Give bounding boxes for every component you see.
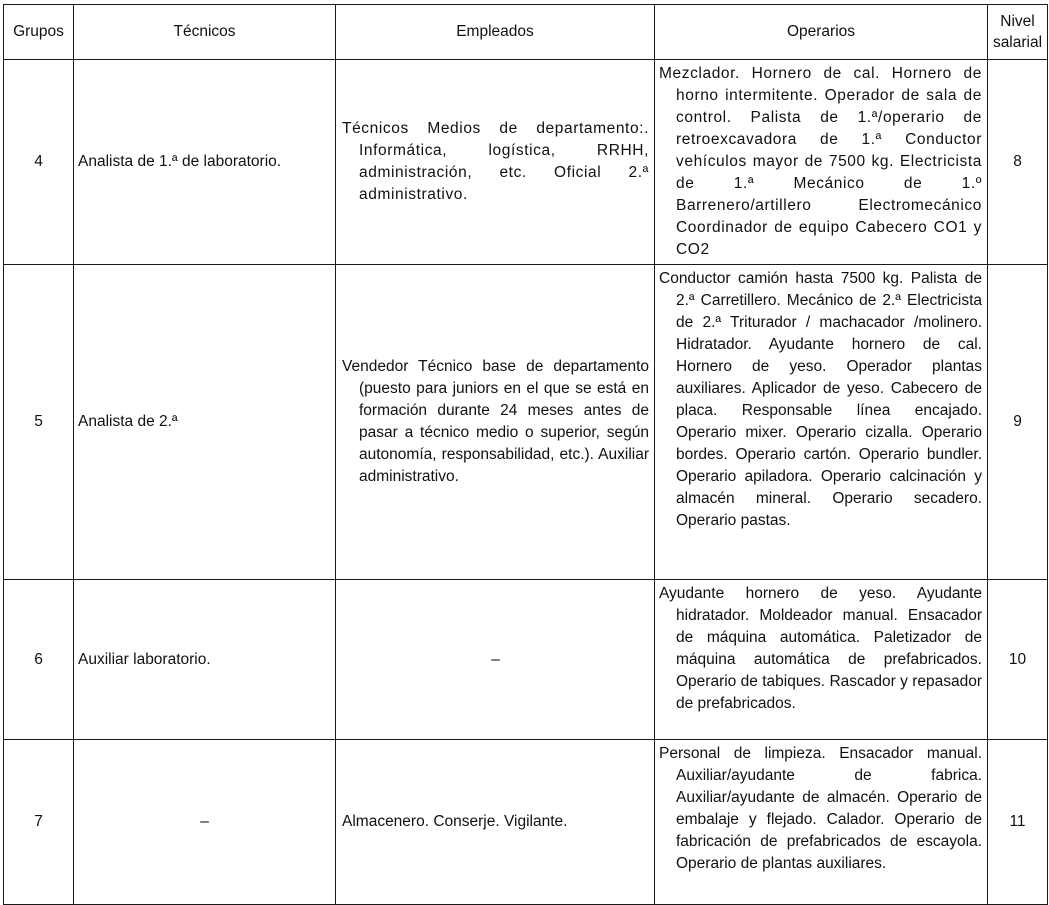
cell-nivel: 9 — [988, 265, 1048, 580]
cell-operarios — [655, 580, 988, 740]
cell-nivel: 11 — [988, 740, 1048, 905]
table-row — [4, 580, 1048, 740]
cell-empleados-text: Vendedor Técnico base de departamento (puesto para juniors en el que se está en formación durante 24 meses antes de pasar a técnico medio o superior, según autonomía, responsabilidad, etc.). Auxiliar administrativo. — [342, 358, 649, 485]
cell-operarios-text: Ayudante hornero de yeso. Ayudante hidratador. Moldeador manual. Ensacador de máquina automática. Paletizador de máquina automática de prefabricados. Operario de tabiques. Rascador y repasador de prefabricados. — [659, 585, 982, 712]
header-nivel-line1: Nivel — [1000, 13, 1035, 30]
table-row — [4, 60, 1048, 265]
cell-operarios — [655, 60, 988, 265]
header-nivel-salarial — [988, 5, 1048, 60]
cell-empleados — [336, 60, 655, 265]
cell-grupo: 6 — [4, 580, 74, 740]
cell-operarios — [655, 740, 988, 905]
cell-tecnicos: Analista de 2.ª — [74, 265, 336, 580]
salary-groups-table — [3, 4, 1048, 905]
cell-grupo: 7 — [4, 740, 74, 905]
cell-tecnicos: – — [74, 740, 336, 905]
cell-tecnicos: Analista de 1.ª de laboratorio. — [74, 60, 336, 265]
header-row — [4, 5, 1048, 60]
table-row — [4, 740, 1048, 905]
cell-empleados-text: Técnicos Medios de departamento:. Informática, logística, RRHH, administración, etc. Oficial 2.ª administrativo. — [342, 120, 649, 203]
cell-nivel: 8 — [988, 60, 1048, 265]
header-tecnicos: Técnicos — [74, 5, 336, 60]
cell-operarios — [655, 265, 988, 580]
cell-nivel: 10 — [988, 580, 1048, 740]
cell-tecnicos: Auxiliar laboratorio. — [74, 580, 336, 740]
cell-operarios-text: Conductor camión hasta 7500 kg. Palista de 2.ª Carretillero. Mecánico de 2.ª Electricista de 2.ª Triturador / machacador /molinero. Hidratador. Ayudante hornero de cal. Hornero de yeso. Operador plantas auxiliares. Aplicador de yeso. Cabecero de placa. Responsable línea encajado. Operario mixer. Operario cizalla. Operario bordes. Operario cartón. Operario bundler. Operario apiladora. Operario calcinación y almacén mineral. Operario secadero. Operario pastas. — [659, 270, 982, 529]
cell-empleados: – — [336, 580, 655, 740]
cell-operarios-text: Personal de limpieza. Ensacador manual. Auxiliar/ayudante de fabrica. Auxiliar/ayudante de almacén. Operario de embalaje y flejado. Calador. Operario de fabricación de prefabricados de escayola. Operario de plantas auxiliares. — [659, 745, 982, 872]
cell-grupo: 4 — [4, 60, 74, 265]
cell-empleados: Almacenero. Conserje. Vigilante. — [336, 740, 655, 905]
header-operarios: Operarios — [655, 5, 988, 60]
table-row — [4, 265, 1048, 580]
cell-empleados — [336, 265, 655, 580]
header-grupos: Grupos — [4, 5, 74, 60]
header-nivel-line2: salarial — [992, 34, 1043, 51]
cell-operarios-text: Mezclador. Hornero de cal. Hornero de horno intermitente. Operador de sala de control. Palista de 1.ª/operario de retroexcavadora de 1.ª Conductor vehículos mayor de 7500 kg. Electricista de 1.ª Mecánico de 1.º Barrenero/artillero Electromecánico Coordinador de equipo Cabecero CO1 y CO2 — [659, 65, 982, 258]
header-empleados: Empleados — [336, 5, 655, 60]
cell-grupo: 5 — [4, 265, 74, 580]
